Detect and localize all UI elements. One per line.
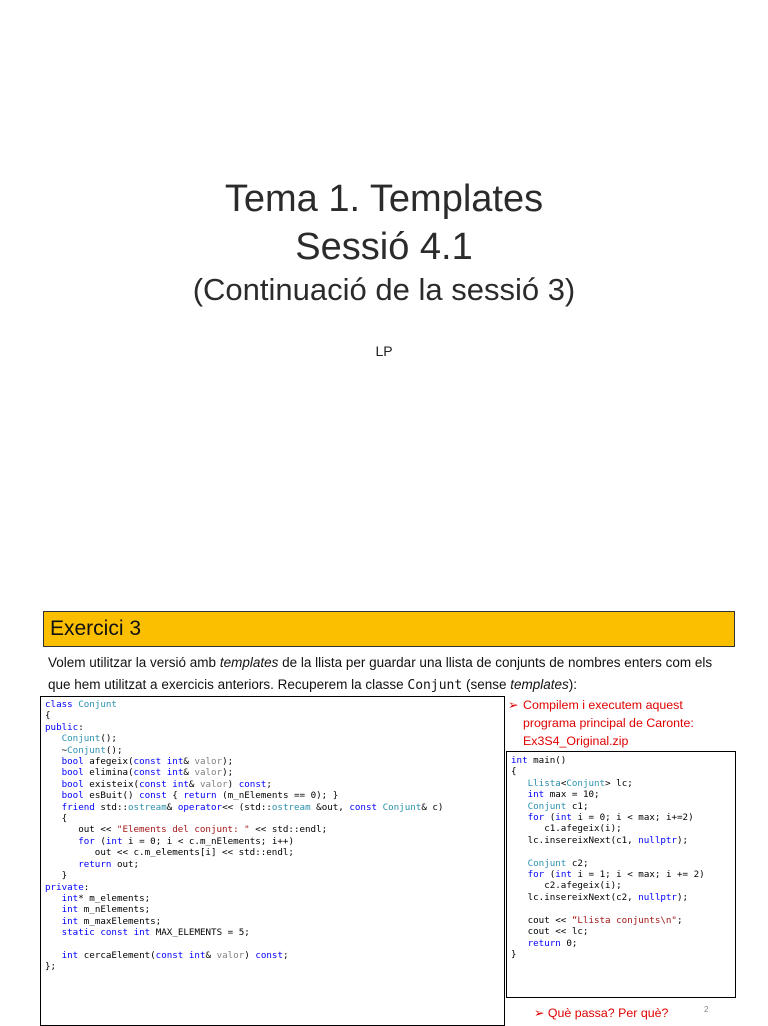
main-code-line: int main() bbox=[511, 755, 567, 766]
main-code-line: Conjunt c1; bbox=[527, 800, 589, 812]
page-number: 2 bbox=[704, 1005, 709, 1014]
main-code-line: for (int i = 0; i < max; i+=2) bbox=[527, 812, 694, 824]
class-code-line: { bbox=[45, 710, 51, 722]
main-code-line: } bbox=[511, 948, 517, 960]
main-code-line: Llista<Conjunt> lc; bbox=[527, 777, 633, 789]
main-code-line bbox=[511, 903, 731, 914]
class-code-line: bool existeix(const int& valor) const; bbox=[61, 778, 272, 790]
class-code-line: static const int MAX_ELEMENTS = 5; bbox=[61, 927, 250, 939]
slide-title: Tema 1. Templates bbox=[224, 178, 544, 220]
exercise-slide bbox=[0, 578, 768, 1024]
main-code-line: for (int i = 1; i < max; i += 2) bbox=[527, 869, 705, 881]
class-code-line: int m_maxElements; bbox=[61, 915, 162, 927]
class-code-line: friend std::ostream& operator<< (std::ostream &out, const Conjunt& c) bbox=[61, 801, 444, 813]
question-arrow-icon: ➢ bbox=[534, 1006, 545, 1020]
session-title: Sessió 4.1 bbox=[295, 226, 473, 268]
main-code-line: return 0; bbox=[527, 937, 578, 949]
class-code-line: out << c.m_elements[i] << std::endl; bbox=[45, 847, 294, 859]
intro-class-name: Conjunt bbox=[407, 678, 463, 693]
class-code-line: int m_nElements; bbox=[61, 904, 151, 916]
intro-text-3: (sense bbox=[462, 677, 511, 692]
intro-italic-templates: templates bbox=[219, 655, 279, 670]
exercise-header-bar bbox=[43, 611, 735, 647]
bullet-compile-text: Compilem i executem aquest programa principal de Caronte: Ex3S4_Original.zip bbox=[523, 698, 694, 748]
class-code-line: for (int i = 0; i < c.m_nElements; i++) bbox=[78, 835, 294, 847]
bullet-arrow-icon: ➢ bbox=[508, 698, 519, 712]
class-code-line: bool esBuit() const { return (m_nElements == 0); } bbox=[61, 790, 339, 802]
main-code-line: { bbox=[511, 766, 517, 778]
main-code-line: cout << “Llista conjunts\n"; bbox=[511, 914, 683, 926]
class-code-line: int cercaElement(const int& valor) const; bbox=[61, 949, 289, 961]
main-code-line: Conjunt c2; bbox=[527, 857, 589, 869]
intro-paragraph bbox=[48, 652, 738, 697]
main-code-line bbox=[511, 846, 731, 857]
intro-text-4: ): bbox=[568, 677, 578, 692]
class-code-line: } bbox=[45, 870, 68, 882]
intro-text-2: de la llista per guardar una llista de conjunts de nombres enters com els que hem utilitzat a exercicis anteriors. Recuperem la classe bbox=[48, 655, 713, 692]
continuation-subtitle: (Continuació de la sessió 3) bbox=[192, 272, 576, 307]
main-code-line: c2.afegeix(i); bbox=[511, 880, 622, 892]
exercise-title: Exercici 3 bbox=[50, 617, 142, 640]
main-code-line: lc.insereixNext(c1, nullptr); bbox=[511, 834, 689, 846]
class-code-line: bool afegeix(const int& valor); bbox=[61, 756, 234, 768]
question-bullet bbox=[534, 1005, 668, 1020]
class-code-line: out << "Elements del conjunt: " << std::endl; bbox=[45, 824, 328, 836]
class-code-block bbox=[40, 696, 505, 1026]
class-code-line: Conjunt(); bbox=[61, 733, 117, 745]
class-code-line: public: bbox=[45, 721, 84, 733]
class-code-line: int* m_elements; bbox=[61, 892, 151, 904]
class-code-line: { bbox=[45, 813, 68, 825]
main-code-line: cout << lc; bbox=[511, 926, 589, 938]
main-code-line: lc.insereixNext(c2, nullptr); bbox=[511, 891, 689, 903]
class-code-line: }; bbox=[45, 961, 57, 973]
class-code-line: class Conjunt bbox=[45, 699, 117, 710]
main-code-line: int max = 10; bbox=[527, 789, 600, 801]
intro-italic-templates-2: templates bbox=[510, 677, 569, 692]
class-code-line bbox=[45, 939, 500, 950]
main-code-line: c1.afegeix(i); bbox=[511, 823, 622, 835]
bullet-compile bbox=[508, 696, 738, 750]
intro-text-1: Volem utilitzar la versió amb bbox=[48, 655, 220, 670]
main-code-block bbox=[506, 751, 736, 998]
class-code-line: private: bbox=[45, 881, 90, 893]
class-code-line: return out; bbox=[78, 858, 140, 870]
class-code-line: bool elimina(const int& valor); bbox=[61, 767, 234, 779]
question-text: Què passa? Per què? bbox=[547, 1006, 669, 1020]
class-code-line: ~Conjunt(); bbox=[45, 744, 123, 756]
author-label: LP bbox=[375, 343, 393, 359]
